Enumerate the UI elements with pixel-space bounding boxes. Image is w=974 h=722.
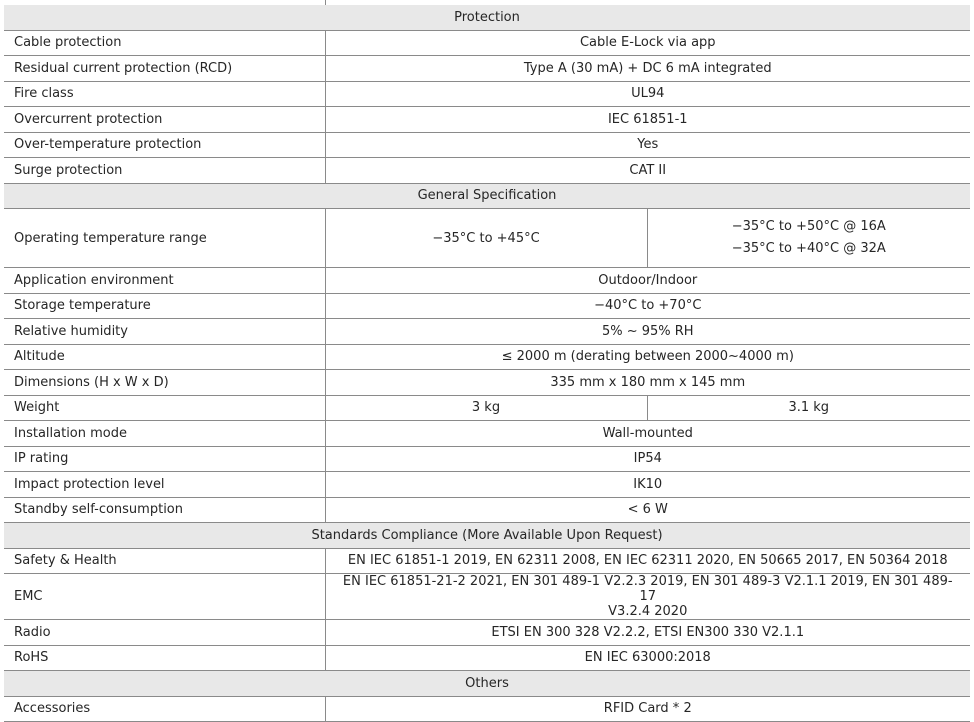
table-row: [4, 645, 970, 671]
row-value: [325, 574, 970, 620]
row-label: Altitude: [4, 344, 325, 370]
table-row: [4, 421, 970, 447]
row-value-line: EN IEC 61851-21-2 2021, EN 301 489-1 V2.2.3 2019, EN 301 489-3 V2.1.1 2019, EN 301 489-17: [342, 574, 953, 604]
row-label: Operating temperature range: [4, 209, 325, 268]
row-label: EMC: [4, 574, 325, 620]
section-title-standards: Standards Compliance (More Available Upon Request): [4, 523, 970, 549]
row-value-right-line: −35°C to +40°C @ 32A: [731, 241, 886, 256]
table-row: [4, 56, 970, 82]
section-title-others: Others: [4, 671, 970, 697]
row-label: Cable protection: [4, 30, 325, 56]
table-row: [4, 132, 970, 158]
row-value: Outdoor/Indoor: [325, 268, 970, 294]
row-value: Type A (30 mA) + DC 6 mA integrated: [325, 56, 970, 82]
row-label: Residual current protection (RCD): [4, 56, 325, 82]
table-row: [4, 548, 970, 574]
row-label: Standby self-consumption: [4, 497, 325, 523]
table-row: [4, 107, 970, 133]
table-row: [4, 446, 970, 472]
row-value: CAT II: [325, 158, 970, 184]
row-value: EN IEC 61851-1 2019, EN 62311 2008, EN IEC 62311 2020, EN 50665 2017, EN 50364 2018: [325, 548, 970, 574]
row-label: Installation mode: [4, 421, 325, 447]
row-value: 5% ~ 95% RH: [325, 319, 970, 345]
section-title-protection: Protection: [4, 5, 970, 30]
table-row: [4, 158, 970, 184]
table-row: [4, 620, 970, 646]
row-label: Fire class: [4, 81, 325, 107]
row-value: IEC 61851-1: [325, 107, 970, 133]
section-header: [4, 5, 970, 30]
section-header: [4, 523, 970, 549]
row-value: −40°C to +70°C: [325, 293, 970, 319]
row-label: Radio: [4, 620, 325, 646]
table-row: [4, 370, 970, 396]
row-value: IK10: [325, 472, 970, 498]
row-value: Wall-mounted: [325, 421, 970, 447]
table-row: [4, 209, 970, 268]
table-row: [4, 319, 970, 345]
table-row: [4, 574, 970, 620]
row-label: Weight: [4, 395, 325, 421]
table-row: [4, 268, 970, 294]
row-value: ≤ 2000 m (derating between 2000~4000 m): [325, 344, 970, 370]
row-label: Accessories: [4, 696, 325, 722]
row-value-right: [647, 209, 970, 268]
row-value: ETSI EN 300 328 V2.2.2, ETSI EN300 330 V2.1.1: [325, 620, 970, 646]
section-header: [4, 671, 970, 697]
row-value-right: 3.1 kg: [647, 395, 970, 421]
row-label: IP rating: [4, 446, 325, 472]
row-label: Relative humidity: [4, 319, 325, 345]
row-label: Surge protection: [4, 158, 325, 184]
row-value: RFID Card * 2: [325, 696, 970, 722]
section-title-general: General Specification: [4, 183, 970, 209]
row-label: Storage temperature: [4, 293, 325, 319]
row-value: Yes: [325, 132, 970, 158]
row-label: Overcurrent protection: [4, 107, 325, 133]
row-label: RoHS: [4, 645, 325, 671]
row-value: UL94: [325, 81, 970, 107]
table-row: [4, 293, 970, 319]
row-label: Application environment: [4, 268, 325, 294]
table-row: [4, 30, 970, 56]
section-header: [4, 183, 970, 209]
row-label: Safety & Health: [4, 548, 325, 574]
table-row: [4, 497, 970, 523]
row-value: 335 mm x 180 mm x 145 mm: [325, 370, 970, 396]
table-row: [4, 344, 970, 370]
row-value-left: −35°C to +45°C: [325, 209, 647, 268]
row-value-right-line: −35°C to +50°C @ 16A: [731, 219, 886, 234]
spec-table: [4, 5, 970, 722]
table-row: [4, 472, 970, 498]
row-value-line: V3.2.4 2020: [608, 604, 688, 619]
row-label: Over-temperature protection: [4, 132, 325, 158]
row-value: EN IEC 63000:2018: [325, 645, 970, 671]
row-value-left: 3 kg: [325, 395, 647, 421]
row-label: Dimensions (H x W x D): [4, 370, 325, 396]
table-row: [4, 395, 970, 421]
row-value: Cable E-Lock via app: [325, 30, 970, 56]
table-row: [4, 696, 970, 722]
table-row: [4, 81, 970, 107]
row-label: Impact protection level: [4, 472, 325, 498]
row-value: < 6 W: [325, 497, 970, 523]
row-value: IP54: [325, 446, 970, 472]
